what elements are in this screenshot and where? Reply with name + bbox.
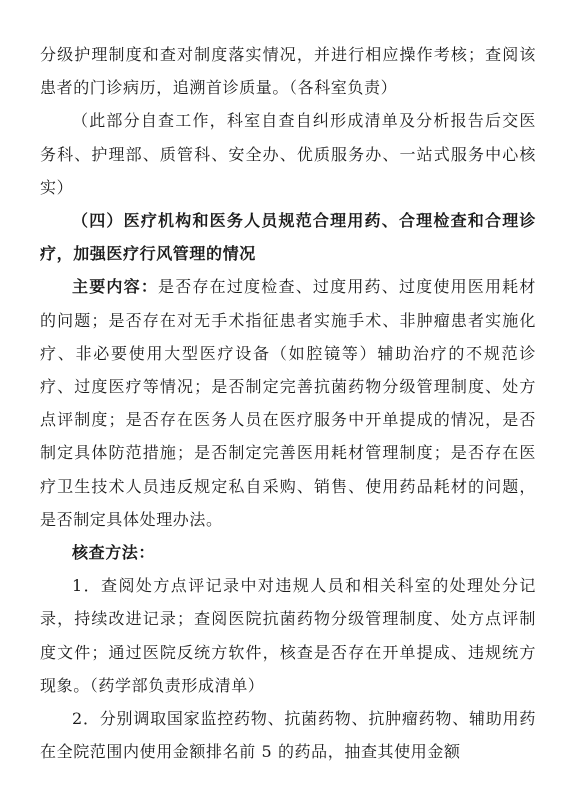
method-item-1: 1．查阅处方点评记录中对违规人员和相关科室的处理处分记录，持续改进记录；查阅医院抗菌药物分级管理制度、处方点评制度文件；通过医院反统方软件，核查是否存在开单提成、违规统方现象。（药学部负责形成清单）: [40, 576, 536, 695]
method-item-2: 2．分别调取国家监控药物、抗菌药物、抗肿瘤药物、辅助用药在全院范围内使用金额排名前 5 的药品，抽查其使用金额: [40, 709, 536, 762]
paragraph-note: （此部分自查工作，科室自查自纠形成清单及分析报告后交医务科、护理部、质管科、安全办、优质服务办、一站式服务中心核实）: [40, 111, 536, 197]
main-content-label: 主要内容：: [72, 277, 159, 297]
method-label: 核查方法：: [72, 543, 156, 563]
main-content-text: 是否存在过度检查、过度用药、过度使用医用耗材的问题；是否存在对无手术指征患者实施手术、非肿瘤患者实施化疗、非必要使用大型医疗设备（如腔镜等）辅助治疗的不规范诊疗、过度医疗等情况；是否制定完善抗菌药物分级管理制度、处方点评制度；是否存在医务人员在医疗服务中开单提成的情况，是否制定具体防范措施；是否制定完善医用耗材管理制度；是否存在医疗卫生技术人员违反规定私自采购、销售、使用药品耗材的问题，是否制定具体处理办法。: [40, 277, 536, 529]
paragraph-continued: 分级护理制度和查对制度落实情况，并进行相应操作考核；查阅该患者的门诊病历，追溯首诊质量。（各科室负责）: [40, 45, 536, 98]
main-content-paragraph: [40, 270, 536, 536]
section-heading: （四）医疗机构和医务人员规范合理用药、合理检查和合理诊疗，加强医疗行风管理的情况: [40, 211, 536, 264]
document-page: [40, 38, 536, 768]
